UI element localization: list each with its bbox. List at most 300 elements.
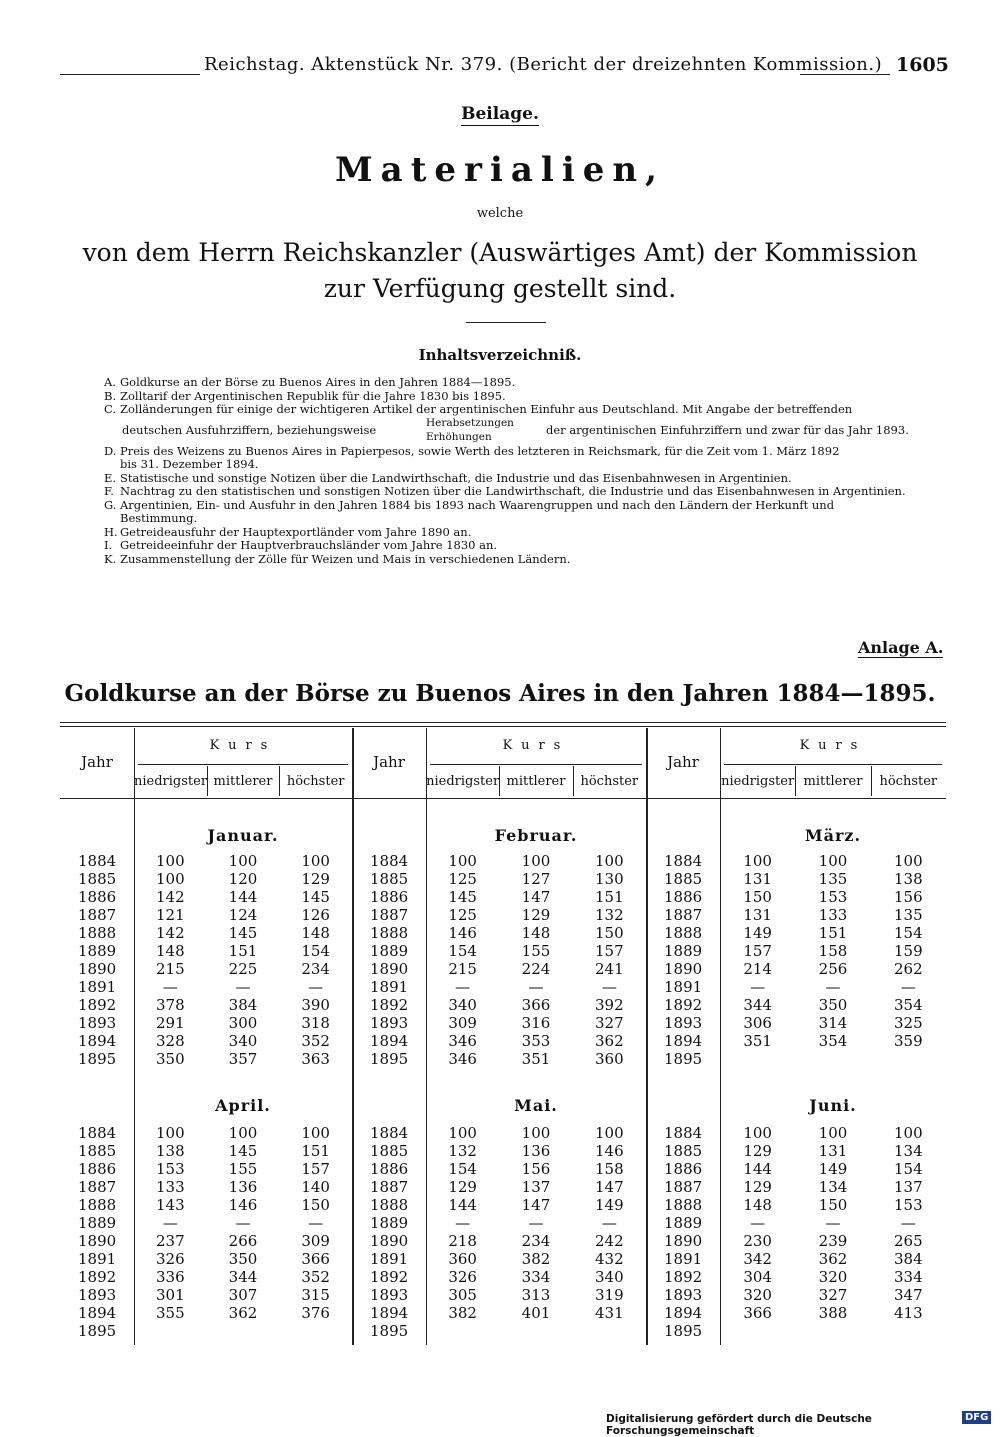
value-cell: 353 [521, 1032, 551, 1050]
value-cell: 307 [228, 1286, 258, 1304]
year-cell: 1884 [78, 852, 117, 870]
value-cell: 142 [156, 924, 185, 942]
year-cell: 1893 [664, 1014, 703, 1032]
value-cell: 366 [743, 1304, 772, 1322]
value-cell: 133 [818, 906, 848, 924]
year-cell: 1886 [78, 1160, 117, 1178]
month-heading: Mai. [514, 1096, 558, 1115]
toc-heading: Inhaltsverzeichniß. [418, 346, 582, 364]
value-cell: 129 [448, 1178, 477, 1196]
value-cell: 100 [521, 1124, 551, 1142]
value-cell: 352 [301, 1268, 330, 1286]
value-cell: — [308, 1214, 324, 1232]
value-cell: 100 [894, 1124, 923, 1142]
value-cell: — [900, 1214, 916, 1232]
high-column-header: höchster [580, 774, 639, 789]
value-cell: 334 [894, 1268, 923, 1286]
value-cell: 313 [521, 1286, 551, 1304]
sub-divider [279, 766, 280, 796]
value-cell: 100 [228, 852, 258, 870]
value-cell: — [528, 978, 544, 996]
value-cell: 144 [743, 1160, 772, 1178]
high-column-header: höchster [879, 774, 938, 789]
kurs-header-rule [724, 764, 942, 765]
value-cell: 154 [894, 1160, 923, 1178]
value-cell: 413 [894, 1304, 923, 1322]
year-column-header: Jahr [373, 753, 405, 771]
value-cell: 328 [156, 1032, 185, 1050]
value-cell: 146 [448, 924, 477, 942]
value-cell: 153 [894, 1196, 923, 1214]
value-cell: 314 [818, 1014, 848, 1032]
year-divider [426, 728, 427, 1345]
value-cell: 262 [894, 960, 923, 978]
value-cell: 432 [595, 1250, 624, 1268]
value-cell: — [825, 978, 841, 996]
value-cell: — [601, 1214, 617, 1232]
value-cell: 363 [301, 1050, 330, 1068]
value-cell: 354 [818, 1032, 848, 1050]
value-cell: 382 [448, 1304, 477, 1322]
value-cell: 132 [448, 1142, 477, 1160]
anlage-label: Anlage A. [858, 638, 944, 657]
beilage-label: Beilage. [461, 104, 539, 124]
year-cell: 1884 [370, 852, 409, 870]
value-cell: 137 [521, 1178, 551, 1196]
year-cell: 1888 [664, 1196, 703, 1214]
value-cell: 149 [818, 1160, 848, 1178]
high-column-header: höchster [286, 774, 345, 789]
year-cell: 1887 [78, 1178, 117, 1196]
value-cell: 121 [156, 906, 185, 924]
value-cell: 431 [595, 1304, 624, 1322]
value-cell: 100 [228, 1124, 258, 1142]
subtitle-line-2: zur Verfügung gestellt sind. [323, 274, 677, 303]
value-cell: 125 [448, 906, 477, 924]
value-cell: 149 [595, 1196, 624, 1214]
year-cell: 1887 [370, 1178, 409, 1196]
value-cell: 378 [156, 996, 185, 1014]
value-cell: 366 [521, 996, 551, 1014]
value-cell: 384 [228, 996, 258, 1014]
year-cell: 1895 [664, 1322, 703, 1340]
mid-column-header: mittlerer [506, 774, 566, 789]
value-cell: 215 [448, 960, 477, 978]
year-cell: 1884 [78, 1124, 117, 1142]
mid-column-header: mittlerer [213, 774, 273, 789]
value-cell: 138 [156, 1142, 185, 1160]
year-cell: 1893 [370, 1286, 409, 1304]
value-cell: 155 [521, 942, 551, 960]
sub-divider [871, 766, 872, 796]
anlage-title: Goldkurse an der Börse zu Buenos Aires in den Jahren 1884—1895. [64, 680, 936, 707]
year-cell: 1891 [370, 1250, 409, 1268]
toc-item-b: B. Zolltarif der Argentinischen Republik für die Jahre 1830 bis 1895. [104, 388, 506, 403]
value-cell: 318 [301, 1014, 330, 1032]
year-cell: 1895 [78, 1322, 117, 1340]
value-cell: 218 [448, 1232, 477, 1250]
year-cell: 1884 [370, 1124, 409, 1142]
value-cell: 256 [818, 960, 848, 978]
value-cell: 315 [301, 1286, 330, 1304]
value-cell: 350 [818, 996, 848, 1014]
year-cell: 1894 [78, 1032, 117, 1050]
year-cell: 1895 [78, 1050, 117, 1068]
value-cell: 130 [595, 870, 624, 888]
value-cell: 362 [818, 1250, 848, 1268]
value-cell: 362 [595, 1032, 624, 1050]
kurs-column-header: Kurs [799, 738, 867, 753]
year-cell: 1890 [78, 1232, 117, 1250]
value-cell: 155 [228, 1160, 258, 1178]
year-cell: 1888 [370, 1196, 409, 1214]
value-cell: 100 [156, 1124, 185, 1142]
value-cell: 100 [894, 852, 923, 870]
year-cell: 1894 [664, 1304, 703, 1322]
value-cell: 357 [228, 1050, 258, 1068]
year-cell: 1894 [664, 1032, 703, 1050]
year-cell: 1887 [370, 906, 409, 924]
year-cell: 1893 [78, 1014, 117, 1032]
value-cell: 156 [521, 1160, 551, 1178]
value-cell: 129 [301, 870, 330, 888]
value-cell: 309 [301, 1232, 330, 1250]
month-heading: März. [804, 826, 862, 845]
value-cell: 300 [228, 1014, 258, 1032]
value-cell: 126 [301, 906, 330, 924]
value-cell: 100 [448, 852, 477, 870]
table-header-rule [60, 798, 946, 799]
year-cell: 1888 [78, 924, 117, 942]
value-cell: 347 [894, 1286, 923, 1304]
year-cell: 1889 [664, 942, 703, 960]
toc-item-c-continued: deutschen Ausfuhrziffern, beziehungsweise Herabsetzungen Erhöhungen der argentinischen Einfuhrziffern und zwar für das Jahr 1893. [122, 416, 909, 443]
value-cell: 129 [521, 906, 551, 924]
value-cell: — [308, 978, 324, 996]
year-cell: 1885 [370, 1142, 409, 1160]
value-cell: 241 [595, 960, 624, 978]
year-cell: 1885 [78, 1142, 117, 1160]
value-cell: 362 [228, 1304, 258, 1322]
year-cell: 1887 [78, 906, 117, 924]
year-cell: 1886 [370, 1160, 409, 1178]
value-cell: 135 [818, 870, 848, 888]
value-cell: 136 [521, 1142, 551, 1160]
value-cell: 340 [228, 1032, 258, 1050]
value-cell: 153 [156, 1160, 185, 1178]
value-cell: 291 [156, 1014, 185, 1032]
value-cell: 327 [818, 1286, 848, 1304]
value-cell: 304 [743, 1268, 772, 1286]
year-cell: 1886 [664, 888, 703, 906]
value-cell: 148 [521, 924, 551, 942]
value-cell: 138 [894, 870, 923, 888]
value-cell: — [528, 1214, 544, 1232]
year-cell: 1893 [370, 1014, 409, 1032]
value-cell: — [825, 1214, 841, 1232]
year-cell: 1891 [664, 1250, 703, 1268]
value-cell: 132 [595, 906, 624, 924]
value-cell: 100 [301, 1124, 330, 1142]
year-cell: 1892 [78, 1268, 117, 1286]
value-cell: 359 [894, 1032, 923, 1050]
value-cell: 129 [743, 1142, 772, 1160]
value-cell: 392 [595, 996, 624, 1014]
value-cell: 215 [156, 960, 185, 978]
value-cell: 100 [521, 852, 551, 870]
year-cell: 1895 [664, 1050, 703, 1068]
value-cell: 131 [743, 906, 772, 924]
value-cell: 124 [228, 906, 258, 924]
toc-item-e: E. Statistische und sonstige Notizen über die Landwirthschaft, die Industrie und das Eisenbahnwesen in Argentinien. [104, 470, 792, 485]
value-cell: 157 [743, 942, 772, 960]
value-cell: — [601, 978, 617, 996]
value-cell: 319 [595, 1286, 624, 1304]
kurs-header-rule [430, 764, 642, 765]
value-cell: 154 [301, 942, 330, 960]
year-cell: 1892 [664, 1268, 703, 1286]
toc-item-g-continued: Bestimmung. [120, 511, 198, 525]
value-cell: 158 [818, 942, 848, 960]
value-cell: — [750, 1214, 766, 1232]
year-cell: 1891 [78, 1250, 117, 1268]
value-cell: 100 [818, 852, 848, 870]
value-cell: 145 [228, 1142, 258, 1160]
year-cell: 1894 [370, 1032, 409, 1050]
value-cell: 360 [595, 1050, 624, 1068]
low-column-header: niedrigster [426, 774, 500, 789]
year-cell: 1895 [370, 1050, 409, 1068]
year-cell: 1889 [78, 1214, 117, 1232]
sub-divider [207, 766, 208, 796]
year-cell: 1890 [78, 960, 117, 978]
year-cell: 1887 [664, 906, 703, 924]
group-divider [646, 728, 648, 1345]
toc-item-d-continued: bis 31. Dezember 1894. [120, 457, 259, 471]
year-cell: 1885 [370, 870, 409, 888]
year-cell: 1894 [78, 1304, 117, 1322]
year-column-header: Jahr [81, 753, 113, 771]
group-divider [352, 728, 354, 1345]
value-cell: 142 [156, 888, 185, 906]
value-cell: 143 [156, 1196, 185, 1214]
value-cell: 146 [228, 1196, 258, 1214]
value-cell: 354 [894, 996, 923, 1014]
value-cell: 100 [448, 1124, 477, 1142]
value-cell: 131 [818, 1142, 848, 1160]
year-cell: 1892 [370, 996, 409, 1014]
toc-item-d: D. Preis des Weizens zu Buenos Aires in Papierpesos, sowie Werth des letzteren in Reichsmark, für die Zeit vom 1. März 1892 [104, 443, 840, 458]
kurs-column-header: Kurs [502, 738, 570, 753]
kurs-header-rule [138, 764, 348, 765]
value-cell: 144 [228, 888, 258, 906]
value-cell: 131 [743, 870, 772, 888]
value-cell: 320 [818, 1268, 848, 1286]
value-cell: 350 [156, 1050, 185, 1068]
dfg-logo: DFG [962, 1411, 991, 1424]
value-cell: 129 [743, 1178, 772, 1196]
value-cell: 309 [448, 1014, 477, 1032]
value-cell: 100 [743, 852, 772, 870]
value-cell: 149 [743, 924, 772, 942]
value-cell: 316 [521, 1014, 551, 1032]
value-cell: 151 [301, 1142, 330, 1160]
year-cell: 1891 [664, 978, 703, 996]
value-cell: 137 [894, 1178, 923, 1196]
value-cell: 148 [156, 942, 185, 960]
value-cell: 346 [448, 1032, 477, 1050]
year-cell: 1890 [664, 1232, 703, 1250]
value-cell: 100 [595, 852, 624, 870]
value-cell: 134 [818, 1178, 848, 1196]
value-cell: 100 [818, 1124, 848, 1142]
value-cell: 340 [448, 996, 477, 1014]
value-cell: 146 [595, 1142, 624, 1160]
value-cell: 154 [448, 1160, 477, 1178]
mid-column-header: mittlerer [803, 774, 863, 789]
value-cell: 125 [448, 870, 477, 888]
value-cell: — [162, 1214, 178, 1232]
value-cell: 151 [595, 888, 624, 906]
value-cell: 127 [521, 870, 551, 888]
value-cell: 150 [595, 924, 624, 942]
value-cell: — [235, 978, 251, 996]
value-cell: 147 [521, 888, 551, 906]
value-cell: 334 [521, 1268, 551, 1286]
value-cell: 100 [301, 852, 330, 870]
value-cell: 148 [301, 924, 330, 942]
value-cell: 120 [228, 870, 258, 888]
value-cell: — [235, 1214, 251, 1232]
year-cell: 1895 [370, 1322, 409, 1340]
main-title: Materialien, [335, 150, 665, 190]
value-cell: 144 [448, 1196, 477, 1214]
month-heading: April. [215, 1096, 271, 1115]
low-column-header: niedrigster [721, 774, 795, 789]
year-divider [134, 728, 135, 1345]
value-cell: 150 [743, 888, 772, 906]
value-cell: 157 [595, 942, 624, 960]
year-cell: 1885 [78, 870, 117, 888]
footer-credit: Digitalisierung gefördert durch die Deutsche Forschungsgemeinschaft [606, 1413, 872, 1437]
year-cell: 1890 [370, 1232, 409, 1250]
value-cell: 154 [894, 924, 923, 942]
value-cell: — [162, 978, 178, 996]
value-cell: 376 [301, 1304, 330, 1322]
year-cell: 1892 [78, 996, 117, 1014]
welche-text: welche [476, 206, 524, 221]
year-cell: 1890 [664, 960, 703, 978]
value-cell: 242 [595, 1232, 624, 1250]
year-cell: 1891 [370, 978, 409, 996]
value-cell: 336 [156, 1268, 185, 1286]
value-cell: 150 [818, 1196, 848, 1214]
value-cell: 140 [301, 1178, 330, 1196]
value-cell: 134 [894, 1142, 923, 1160]
value-cell: 225 [228, 960, 258, 978]
value-cell: 151 [228, 942, 258, 960]
value-cell: 342 [743, 1250, 772, 1268]
year-cell: 1892 [370, 1268, 409, 1286]
value-cell: 156 [894, 888, 923, 906]
value-cell: 145 [301, 888, 330, 906]
value-cell: 301 [156, 1286, 185, 1304]
year-cell: 1887 [664, 1178, 703, 1196]
low-column-header: niedrigster [134, 774, 208, 789]
value-cell: 305 [448, 1286, 477, 1304]
value-cell: 100 [595, 1124, 624, 1142]
year-cell: 1888 [664, 924, 703, 942]
sub-divider [499, 766, 500, 796]
year-cell: 1886 [664, 1160, 703, 1178]
toc-item-k: K. Zusammenstellung der Zölle für Weizen und Mais in verschiedenen Ländern. [104, 551, 571, 566]
year-cell: 1885 [664, 1142, 703, 1160]
value-cell: 234 [301, 960, 330, 978]
table-top-rule-2 [60, 726, 946, 727]
year-cell: 1884 [664, 1124, 703, 1142]
year-cell: 1893 [78, 1286, 117, 1304]
value-cell: 340 [595, 1268, 624, 1286]
toc-item-h: H. Getreideausfuhr der Hauptexportländer vom Jahre 1890 an. [104, 524, 472, 539]
value-cell: 366 [301, 1250, 330, 1268]
year-cell: 1884 [664, 852, 703, 870]
toc-item-f: F. Nachtrag zu den statistischen und sonstigen Notizen über die Landwirthschaft, die Industrie und das Eisenbahnwesen in Argentinien. [104, 484, 906, 498]
value-cell: 239 [818, 1232, 848, 1250]
year-cell: 1894 [370, 1304, 409, 1322]
year-cell: 1893 [664, 1286, 703, 1304]
subtitle-line-1: von dem Herrn Reichskanzler (Auswärtiges Amt) der Kommission [82, 238, 918, 267]
table-top-rule [60, 722, 946, 723]
value-cell: 327 [595, 1014, 624, 1032]
toc-item-i: I. Getreideeinfuhr der Hauptverbrauchsländer vom Jahre 1830 an. [104, 538, 498, 552]
value-cell: 351 [743, 1032, 772, 1050]
value-cell: 148 [743, 1196, 772, 1214]
value-cell: 326 [156, 1250, 185, 1268]
value-cell: 135 [894, 906, 923, 924]
value-cell: 159 [894, 942, 923, 960]
value-cell: 351 [521, 1050, 551, 1068]
value-cell: 230 [743, 1232, 772, 1250]
value-cell: 325 [894, 1014, 923, 1032]
sub-divider [795, 766, 796, 796]
value-cell: 346 [448, 1050, 477, 1068]
year-cell: 1889 [78, 942, 117, 960]
page-number: 1605 [896, 54, 949, 76]
value-cell: 150 [301, 1196, 330, 1214]
value-cell: 360 [448, 1250, 477, 1268]
value-cell: 306 [743, 1014, 772, 1032]
year-column-header: Jahr [667, 753, 699, 771]
year-cell: 1890 [370, 960, 409, 978]
value-cell: — [455, 978, 471, 996]
value-cell: 382 [521, 1250, 551, 1268]
year-cell: 1891 [78, 978, 117, 996]
month-heading: Juni. [809, 1096, 857, 1115]
value-cell: 100 [743, 1124, 772, 1142]
year-cell: 1892 [664, 996, 703, 1014]
sub-divider [573, 766, 574, 796]
value-cell: — [750, 978, 766, 996]
value-cell: 147 [521, 1196, 551, 1214]
value-cell: 390 [301, 996, 330, 1014]
year-divider [720, 728, 721, 1345]
value-cell: 133 [156, 1178, 185, 1196]
month-heading: Januar. [207, 826, 279, 845]
value-cell: 154 [448, 942, 477, 960]
year-cell: 1886 [370, 888, 409, 906]
value-cell: 234 [521, 1232, 551, 1250]
year-cell: 1889 [370, 942, 409, 960]
